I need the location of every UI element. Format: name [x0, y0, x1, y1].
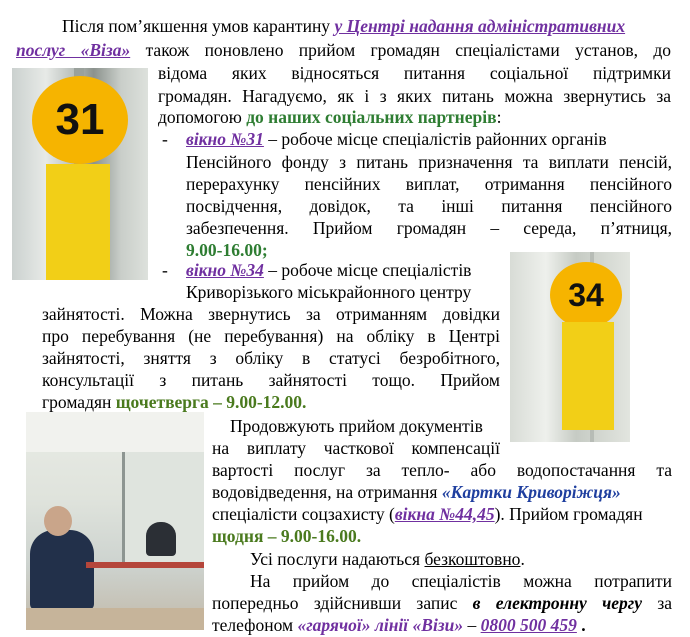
text: громадян: [42, 392, 116, 412]
comp-line-5: [212, 504, 643, 525]
photo-window-31: [12, 68, 148, 280]
item2-line-1: [186, 260, 471, 281]
hotline-phone-link[interactable]: 0800 500 459: [480, 615, 577, 635]
text: телефоном: [212, 615, 298, 635]
queue-line-3: [212, 615, 586, 636]
text: за: [642, 593, 672, 613]
comp-line-2: на виплату часткової компенсації: [212, 438, 500, 458]
sign-34-plate: [562, 322, 614, 430]
text: ). Прийом громадян: [494, 504, 643, 524]
text: .: [576, 615, 586, 635]
sign-31-plate: [46, 164, 110, 280]
photo-office-visitors: [26, 412, 204, 630]
partners-highlight: до наших соціальних партнерів: [246, 107, 497, 127]
staff-person: [146, 522, 176, 556]
center-name-link: у Центрі надання адміністративних: [334, 16, 626, 36]
text: водовідведення, на отримання: [212, 482, 442, 502]
queue-line-1: На прийом до спеціалістів можна потрапити: [250, 571, 672, 591]
intro-line-1: [62, 16, 625, 37]
intro-line-5: [158, 107, 501, 128]
text: –: [463, 615, 481, 635]
item1-line-2: Пенсійного фонду з питань призначення та виплати пенсій,: [186, 152, 672, 172]
intro-line-2: [16, 40, 671, 61]
barrier-tape: [86, 562, 204, 568]
comp-hours: щодня – 9.00-16.00.: [212, 526, 362, 546]
item1-line-3: перерахунку пенсійних виплат, отримання пенсійного: [186, 174, 672, 194]
comp-line-3: вартості послуг за тепло- або водопостачання та: [212, 460, 672, 480]
bullet-dash: -: [162, 129, 168, 149]
item1-line-1: [186, 129, 607, 150]
item2-line-3: зайнятості. Можна звернутись за отриманням довідки: [42, 304, 500, 324]
bullet-dash: -: [162, 260, 168, 280]
text: спеціалісти соцзахисту (: [212, 504, 395, 524]
ceiling: [26, 412, 204, 452]
floor: [26, 608, 204, 630]
text: :: [496, 107, 502, 127]
window-31-link: вікно №31: [186, 129, 264, 149]
center-name-link-2: послуг «Віза»: [16, 40, 131, 60]
sign-34-number: 34: [568, 276, 604, 313]
free-underlined: безкоштовно: [424, 549, 521, 569]
free-services-line: [250, 549, 525, 570]
item2-line-4: про перебування (не перебування) на обліку в Центрі: [42, 326, 500, 346]
intro-line-3: відома яких відносяться питання соціальної підтримки: [158, 63, 671, 83]
text: також поновлено прийом громадян спеціалістами установ, до: [130, 40, 671, 60]
windows-44-45-link: вікна №44,45: [394, 504, 495, 524]
item1-hours: 9.00-16.00;: [186, 240, 268, 260]
item2-line-2: Криворізького міськрайонного центру: [186, 282, 472, 302]
photo-window-34: [510, 252, 630, 442]
sign-31-circle: [32, 76, 128, 164]
item1-line-5: забезпечення. Прийом громадян – середа, п’ятниця,: [186, 218, 672, 238]
sign-34-circle: [550, 262, 622, 328]
text: .: [520, 549, 525, 569]
hotline-name: «гарячої» лінії «Візи»: [297, 615, 464, 635]
text: допомогою: [158, 107, 247, 127]
item2-line-7: [42, 392, 306, 413]
intro-line-4: громадян. Нагадуємо, як і з яких питань можна звернутись за: [158, 86, 671, 106]
item1-line-4: посвідчення, довідок, та інші питання пенсійного: [186, 196, 672, 216]
text: – робоче місце спеціалістів районних органів: [263, 129, 607, 149]
item2-line-6: консультації з питань зайнятості тощо. Прийом: [42, 370, 500, 390]
item2-line-5: зайнятості, зняття з обліку в статусі безробітного,: [42, 348, 500, 368]
item2-hours: щочетверга – 9.00-12.00.: [115, 392, 307, 412]
comp-line-1: Продовжують прийом документів: [230, 416, 483, 436]
visitor-head: [44, 506, 72, 536]
queue-line-2: [212, 593, 672, 614]
card-name: «Картки Криворіжця»: [441, 482, 621, 502]
window-34-link: вікно №34: [186, 260, 264, 280]
text: Усі послуги надаються: [250, 549, 425, 569]
text: – робоче місце спеціалістів: [263, 260, 472, 280]
comp-line-4: [212, 482, 621, 503]
electronic-queue: в електронну чергу: [472, 593, 643, 613]
text: попередньо здійснивши запис: [212, 593, 473, 613]
visitor-person: [30, 530, 94, 610]
text: Після пом’якшення умов карантину: [62, 16, 335, 36]
sign-31-number: 31: [55, 95, 105, 144]
